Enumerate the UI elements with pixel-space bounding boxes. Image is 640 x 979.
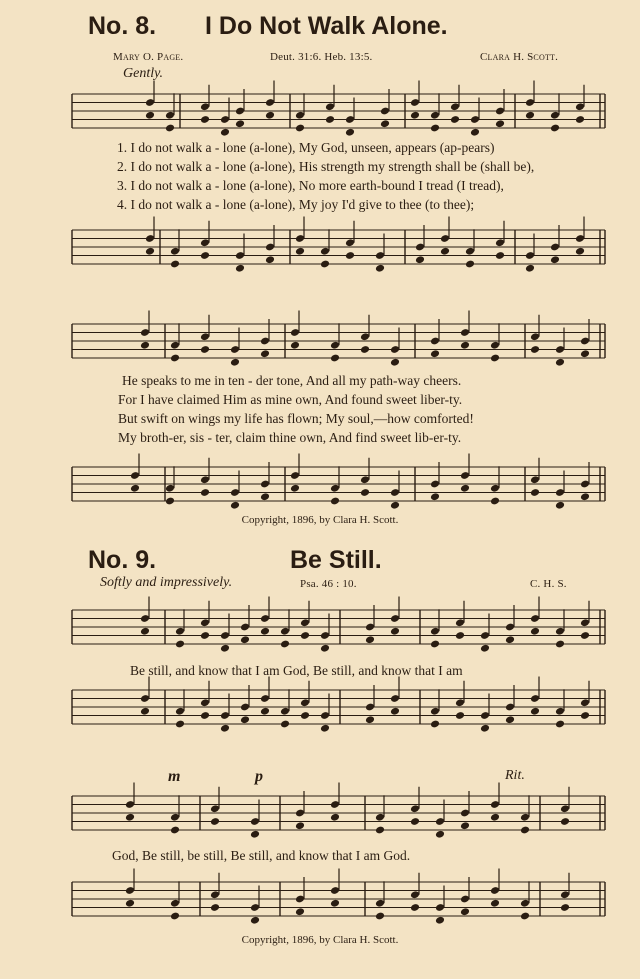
note-head — [140, 341, 150, 350]
hymn-8-title: I Do Not Walk Alone. — [205, 12, 448, 40]
note-head — [330, 899, 340, 908]
hymn-9-copyright: Copyright, 1896, by Clara H. Scott. — [241, 934, 399, 946]
note-head — [505, 635, 515, 644]
note-head — [430, 720, 440, 729]
note-head — [320, 644, 330, 653]
hymn-8-verse-1-line-1: 1. I do not walk a - lone (a-lone), My God, unseen, appears (ap-pears) — [117, 140, 495, 155]
note-head — [320, 260, 330, 269]
note-head — [175, 720, 185, 729]
hymn-8-system-2-treble-staff — [0, 316, 640, 366]
hymn-8-system-1-treble-staff — [0, 86, 640, 136]
note-head — [170, 354, 180, 363]
note-head — [430, 640, 440, 649]
note-head — [555, 720, 565, 729]
note-head — [550, 255, 560, 264]
note-head — [260, 707, 270, 716]
note-head — [375, 912, 385, 921]
note-head — [325, 115, 335, 124]
note-head — [490, 354, 500, 363]
note-head — [170, 826, 180, 835]
note-head — [220, 128, 230, 137]
note-head — [430, 492, 440, 501]
note-head — [290, 341, 300, 350]
note-head — [240, 635, 250, 644]
note-head — [220, 724, 230, 733]
note-head — [295, 821, 305, 830]
note-head — [390, 707, 400, 716]
note-head — [295, 124, 305, 133]
note-head — [550, 124, 560, 133]
hymn-8-verse-2-line-1: 2. I do not walk a - lone (a-lone), His strength my strength shall be (shall be), — [117, 159, 535, 174]
note-head — [200, 711, 210, 720]
note-head — [555, 501, 565, 510]
hymn-9-system-2-bass-staff — [0, 874, 640, 924]
note-head — [280, 720, 290, 729]
note-head — [375, 826, 385, 835]
hymn-8-verse-1-line-2: He speaks to me in ten - der tone, And all my path-way cheers. — [122, 373, 462, 388]
note-head — [560, 817, 570, 826]
note-head — [125, 899, 135, 908]
note-head — [455, 631, 465, 640]
note-head — [140, 707, 150, 716]
note-head — [345, 251, 355, 260]
note-head — [555, 358, 565, 367]
note-head — [265, 111, 275, 120]
note-head — [390, 501, 400, 510]
note-head — [165, 497, 175, 506]
note-head — [490, 899, 500, 908]
hymn-8-verse-4-line-1: 4. I do not walk a - lone (a-lone), My joy I'd give to thee (to thee); — [117, 197, 475, 212]
hymn-8-verse-2-line-2: For I have claimed Him as mine own, And found sweet liber-ty. — [118, 392, 463, 407]
note-head — [490, 497, 500, 506]
note-head — [220, 644, 230, 653]
note-head — [235, 119, 245, 128]
note-head — [525, 111, 535, 120]
note-head — [470, 128, 480, 137]
note-head — [380, 119, 390, 128]
note-head — [250, 916, 260, 925]
note-head — [170, 912, 180, 921]
hymn-8-number: No. 8. — [88, 12, 157, 40]
note-head — [480, 724, 490, 733]
hymn-9-number: No. 9. — [88, 546, 157, 574]
hymn-9-scripture: Psa. 46 : 10. — [300, 578, 357, 590]
note-head — [520, 826, 530, 835]
note-head — [525, 264, 535, 273]
note-head — [165, 124, 175, 133]
note-head — [240, 715, 250, 724]
dynamic-piano: p — [255, 768, 263, 785]
note-head — [300, 711, 310, 720]
note-head — [250, 830, 260, 839]
note-head — [505, 715, 515, 724]
note-head — [260, 492, 270, 501]
dynamic-mezzo: m — [168, 768, 181, 785]
note-head — [360, 488, 370, 497]
note-head — [435, 916, 445, 925]
note-head — [580, 631, 590, 640]
note-head — [330, 813, 340, 822]
hymn-8-verse-3-line-2: But swift on wings my life has flown; My soul,—how comforted! — [118, 411, 474, 426]
note-head — [460, 484, 470, 493]
note-head — [460, 341, 470, 350]
note-head — [320, 724, 330, 733]
note-head — [495, 119, 505, 128]
note-head — [200, 251, 210, 260]
note-head — [575, 115, 585, 124]
note-head — [455, 711, 465, 720]
note-head — [530, 627, 540, 636]
note-head — [365, 635, 375, 644]
hymn-8-verse-4-line-2: My broth-er, sis - ter, claim thine own, And find sweet lib-er-ty. — [118, 430, 462, 445]
note-head — [295, 907, 305, 916]
note-head — [490, 813, 500, 822]
note-head — [280, 640, 290, 649]
note-head — [295, 247, 305, 256]
note-head — [265, 255, 275, 264]
note-head — [580, 492, 590, 501]
hymn-9-system-1-treble-staff — [0, 602, 640, 652]
note-head — [410, 817, 420, 826]
note-head — [200, 488, 210, 497]
note-head — [230, 501, 240, 510]
note-head — [170, 260, 180, 269]
note-head — [440, 247, 450, 256]
note-head — [345, 128, 355, 137]
note-head — [130, 484, 140, 493]
note-head — [145, 111, 155, 120]
note-head — [210, 903, 220, 912]
hymn-8-system-1-bass-staff — [0, 222, 640, 272]
note-head — [300, 631, 310, 640]
note-head — [210, 817, 220, 826]
note-head — [530, 488, 540, 497]
note-head — [200, 345, 210, 354]
note-head — [365, 715, 375, 724]
note-head — [465, 260, 475, 269]
note-head — [175, 640, 185, 649]
note-head — [410, 903, 420, 912]
note-head — [580, 349, 590, 358]
hymn-8-composer: Clara H. Scott. — [480, 51, 559, 63]
note-head — [125, 813, 135, 822]
hymn-8-system-2-bass-staff — [0, 459, 640, 509]
note-head — [530, 707, 540, 716]
note-head — [435, 830, 445, 839]
note-head — [430, 349, 440, 358]
hymn-9-system-2-treble-staff — [0, 788, 640, 838]
note-head — [330, 497, 340, 506]
hymn-8-scripture: Deut. 31:6. Heb. 13:5. — [270, 51, 373, 63]
note-head — [430, 124, 440, 133]
note-head — [415, 255, 425, 264]
note-head — [235, 264, 245, 273]
note-head — [290, 484, 300, 493]
note-head — [555, 640, 565, 649]
hymn-9-lyric-line-1: Be still, and know that I am God, Be still, and know that I am — [130, 663, 463, 678]
note-head — [495, 251, 505, 260]
note-head — [575, 247, 585, 256]
note-head — [560, 903, 570, 912]
note-head — [410, 111, 420, 120]
note-head — [260, 627, 270, 636]
note-head — [390, 358, 400, 367]
note-head — [145, 247, 155, 256]
hymn-9-title: Be Still. — [290, 546, 382, 574]
note-head — [460, 907, 470, 916]
note-head — [200, 631, 210, 640]
note-head — [200, 115, 210, 124]
note-head — [530, 345, 540, 354]
hymn-8-tempo: Gently. — [123, 66, 164, 81]
note-head — [580, 711, 590, 720]
hymn-8-author: Mary O. Page. — [113, 51, 184, 63]
note-head — [230, 358, 240, 367]
note-head — [390, 627, 400, 636]
ritardando-mark: Rit. — [505, 768, 525, 783]
note-head — [375, 264, 385, 273]
note-head — [260, 349, 270, 358]
note-head — [360, 345, 370, 354]
hymn-9-composer: C. H. S. — [530, 578, 567, 590]
note-head — [450, 115, 460, 124]
note-head — [140, 627, 150, 636]
hymn-9-lyric-line-2: God, Be still, be still, Be still, and know that I am God. — [112, 848, 411, 863]
hymn-8-copyright: Copyright, 1896, by Clara H. Scott. — [241, 514, 399, 526]
note-head — [520, 912, 530, 921]
hymn-8-verse-3-line-1: 3. I do not walk a - lone (a-lone), No more earth-bound I tread (I tread), — [117, 178, 504, 193]
hymn-9-system-1-bass-staff — [0, 682, 640, 732]
note-head — [330, 354, 340, 363]
hymn-9-tempo: Softly and impressively. — [100, 575, 233, 590]
note-head — [460, 821, 470, 830]
note-head — [480, 644, 490, 653]
